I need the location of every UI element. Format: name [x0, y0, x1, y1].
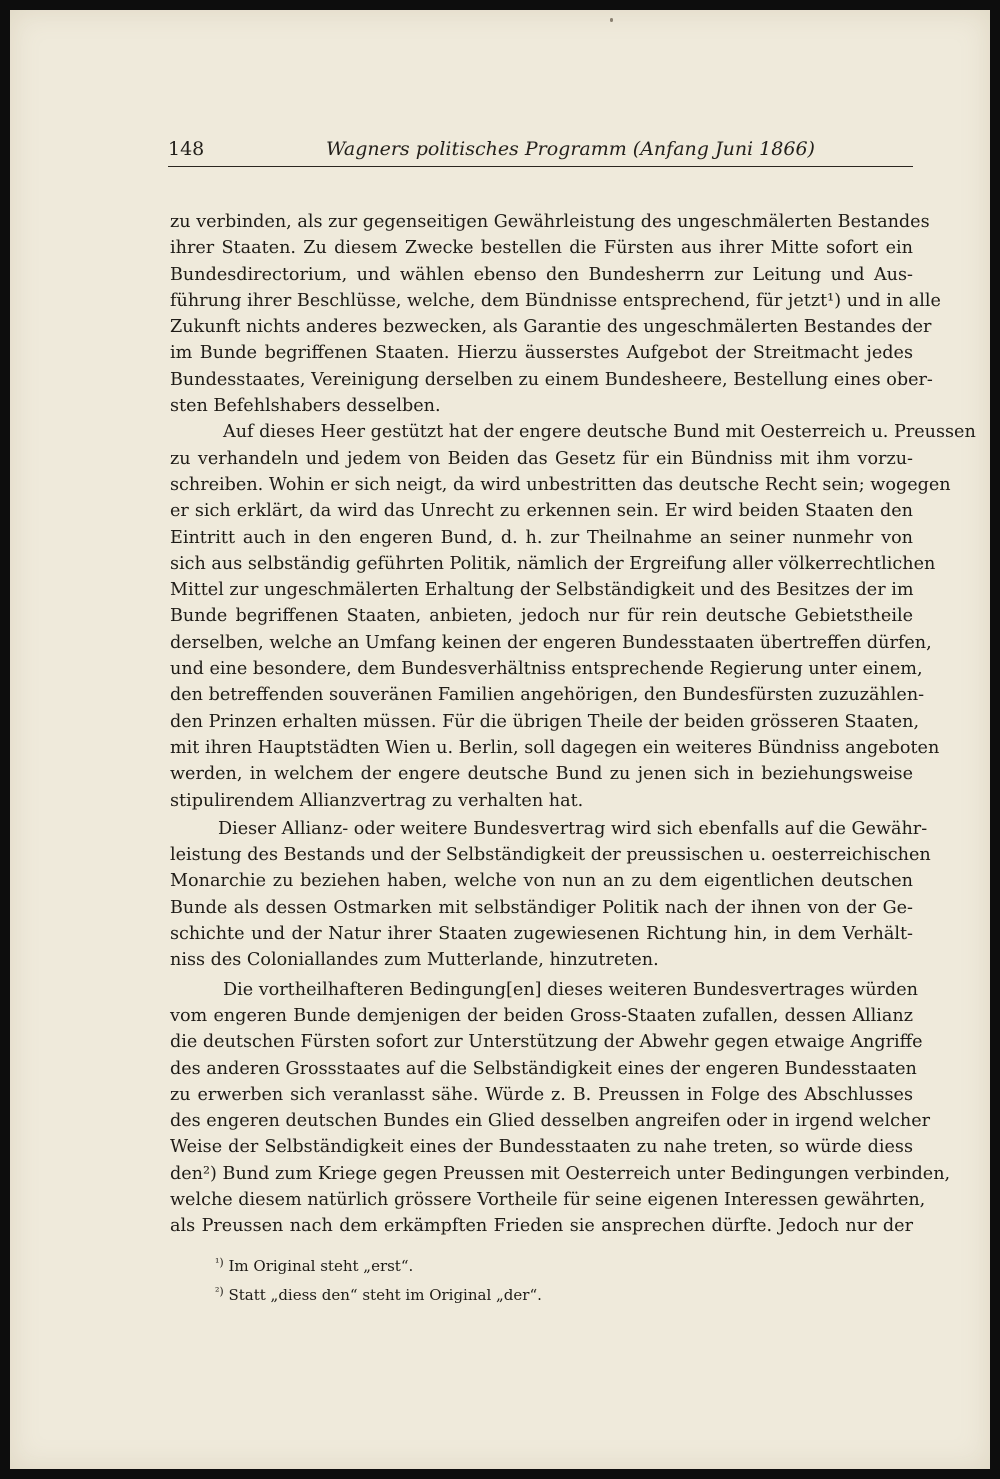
text-line: Bunde begriffenen Staaten, anbieten, jedoch nur für rein deutsche Gebietstheile	[170, 606, 913, 627]
footnote-marker: ²)	[215, 1285, 224, 1298]
text-line: zu verhandeln und jedem von Beiden das Gesetz für ein Bündniss mit ihm vorzu-	[170, 448, 913, 469]
text-line: leistung des Bestands und der Selbständigkeit der preussischen u. oesterreichischen	[170, 845, 931, 866]
text-line: Mittel zur ungeschmälerten Erhaltung der Selbständigkeit und des Besitzes der im	[170, 580, 914, 601]
text-line: derselben, welche an Umfang keinen der engeren Bundesstaaten übertreffen dürfen,	[170, 632, 932, 653]
text-line: ihrer Staaten. Zu diesem Zwecke bestellen die Fürsten aus ihrer Mitte sofort ein	[170, 238, 913, 259]
text-line: sten Befehlshabers desselben.	[170, 396, 441, 417]
footnote-1	[215, 1250, 542, 1279]
text-line: den betreffenden souveränen Familien angehörigen, den Bundesfürsten zuzuzählen-	[170, 685, 925, 706]
text-line: sich aus selbständig geführten Politik, nämlich der Ergreifung aller völkerrechtlichen	[170, 553, 936, 574]
text-line: Weise der Selbständigkeit eines der Bundesstaaten zu nahe treten, so würde diess	[170, 1137, 913, 1158]
text-line: stipulirendem Allianzvertrag zu verhalten hat.	[170, 790, 584, 811]
body-text	[170, 209, 976, 1240]
page-number: 148	[168, 138, 205, 160]
text-line: Eintritt auch in den engeren Bund, d. h. zur Theilnahme an seiner nunmehr von	[170, 527, 913, 548]
page-mark	[610, 18, 613, 22]
footnote-2	[215, 1279, 542, 1308]
text-line: Monarchie zu beziehen haben, welche von nun an zu dem eigentlichen deutschen	[170, 871, 913, 892]
text-line: er sich erklärt, da wird das Unrecht zu erkennen sein. Er wird beiden Staaten den	[170, 501, 913, 522]
text-line: Dieser Allianz- oder weitere Bundesvertrag wird sich ebenfalls auf die Gewähr-	[218, 818, 928, 839]
text-line: den²) Bund zum Kriege gegen Preussen mit Oesterreich unter Bedingungen verbinden,	[170, 1163, 951, 1184]
page-header	[168, 138, 913, 167]
book-page	[10, 10, 990, 1469]
running-title: Wagners politisches Programm (Anfang Juni 1866)	[326, 138, 815, 160]
text-line: Bundesdirectorium, und wählen ebenso den Bundesherrn zur Leitung und Aus-	[170, 264, 913, 285]
footnote-text: Im Original steht „erst“.	[228, 1257, 414, 1275]
text-line: im Bunde begriffenen Staaten. Hierzu äusserstes Aufgebot der Streitmacht jedes	[170, 343, 913, 364]
text-line: schichte und der Natur ihrer Staaten zugewiesenen Richtung hin, in dem Verhält-	[170, 924, 913, 945]
text-line: Bundesstaates, Vereinigung derselben zu einem Bundesheere, Bestellung eines ober-	[170, 369, 933, 390]
text-line: Auf dieses Heer gestützt hat der engere deutsche Bund mit Oesterreich u. Preussen	[223, 422, 976, 443]
text-line: Bunde als dessen Ostmarken mit selbständiger Politik nach der ihnen von der Ge-	[170, 897, 913, 918]
text-line: und eine besondere, dem Bundesverhältniss entsprechende Regierung unter einem,	[170, 659, 923, 680]
text-line: Zukunft nichts anderes bezwecken, als Garantie des ungeschmälerten Bestandes der	[170, 317, 932, 338]
text-line: mit ihren Hauptstädten Wien u. Berlin, soll dagegen ein weiteres Bündniss angeboten	[170, 737, 940, 758]
text-line: vom engeren Bunde demjenigen der beiden Gross-Staaten zufallen, dessen Allianz	[170, 1005, 913, 1026]
text-line: führung ihrer Beschlüsse, welche, dem Bündnisse entsprechend, für jetzt¹) und in alle	[170, 290, 941, 311]
text-line: die deutschen Fürsten sofort zur Unterstützung der Abwehr gegen etwaige Angriffe	[170, 1032, 923, 1053]
text-line: des anderen Grossstaates auf die Selbständigkeit eines der engeren Bundesstaaten	[170, 1058, 917, 1079]
footnote-marker: ¹)	[215, 1256, 224, 1269]
text-line: Die vortheilhafteren Bedingung[en] dieses weiteren Bundesvertrages würden	[223, 979, 918, 1000]
text-line: schreiben. Wohin er sich neigt, da wird unbestritten das deutsche Recht sein; wogegen	[170, 474, 951, 495]
text-line: als Preussen nach dem erkämpften Frieden sie ansprechen dürfte. Jedoch nur der	[170, 1216, 913, 1237]
text-line: des engeren deutschen Bundes ein Glied desselben angreifen oder in irgend welcher	[170, 1111, 931, 1132]
text-line: zu erwerben sich veranlasst sähe. Würde z. B. Preussen in Folge des Abschlusses	[170, 1084, 913, 1105]
text-line: werden, in welchem der engere deutsche Bund zu jenen sich in beziehungsweise	[170, 764, 913, 785]
footnotes	[215, 1250, 542, 1308]
text-line: zu verbinden, als zur gegenseitigen Gewährleistung des ungeschmälerten Bestandes	[170, 212, 930, 232]
text-line: welche diesem natürlich grössere Vortheile für seine eigenen Interessen gewährten,	[170, 1189, 926, 1210]
text-line: den Prinzen erhalten müssen. Für die übrigen Theile der beiden grösseren Staaten,	[170, 711, 920, 732]
footnote-text: Statt „diess den“ steht im Original „der“.	[228, 1286, 542, 1304]
text-line: niss des Coloniallandes zum Mutterlande, hinzutreten.	[170, 950, 659, 971]
